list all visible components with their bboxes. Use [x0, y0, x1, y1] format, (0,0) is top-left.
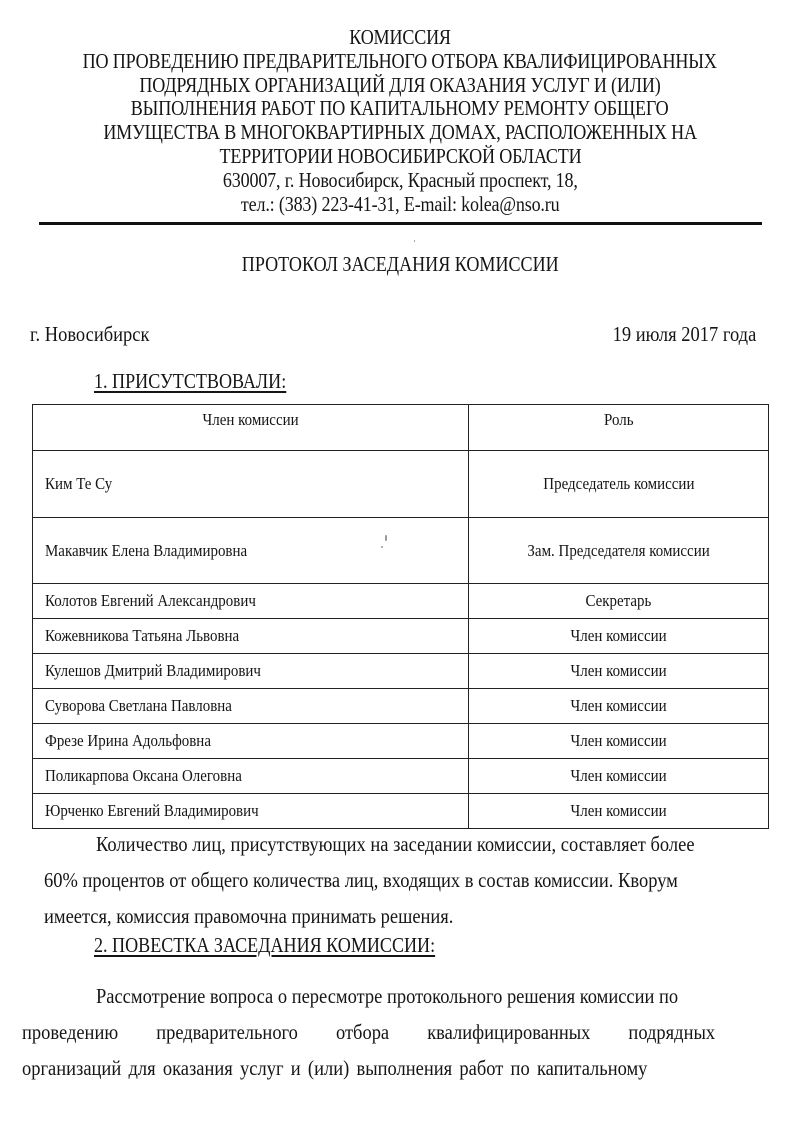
- table-row: [33, 518, 769, 584]
- letterhead: [0, 26, 800, 216]
- member-role: Член комиссии: [469, 724, 769, 759]
- member-name: Юрченко Евгений Владимирович: [33, 794, 469, 829]
- scan-speck: [385, 535, 387, 541]
- quorum-paragraph: [44, 826, 762, 934]
- member-role: Член комиссии: [469, 619, 769, 654]
- member-name: Фрезе Ирина Адольфовна: [33, 724, 469, 759]
- table-row: [33, 584, 769, 619]
- member-role: Председатель комиссии: [469, 451, 769, 518]
- letterhead-line: ПО ПРОВЕДЕНИЮ ПРЕДВАРИТЕЛЬНОГО ОТБОРА КВАЛИФИЦИРОВАННЫХ: [82, 48, 718, 73]
- scan-speck: [381, 546, 383, 548]
- table-row: [33, 689, 769, 724]
- table-row: [33, 619, 769, 654]
- paragraph-line: имеется, комиссия правомочна принимать решения.: [44, 904, 454, 928]
- member-role: Секретарь: [469, 584, 769, 619]
- member-role: Зам. Председателя комиссии: [469, 518, 769, 584]
- table-row: [33, 451, 769, 518]
- letterhead-line: ВЫПОЛНЕНИЯ РАБОТ ПО КАПИТАЛЬНОМУ РЕМОНТУ ОБЩЕГО: [131, 96, 669, 121]
- letterhead-title: КОМИССИЯ: [349, 25, 451, 49]
- member-name: Кулешов Дмитрий Владимирович: [33, 654, 469, 689]
- letterhead-line: ИМУЩЕСТВА В МНОГОКВАРТИРНЫХ ДОМАХ, РАСПОЛОЖЕННЫХ НА: [103, 120, 697, 145]
- member-name: Ким Те Су: [33, 451, 469, 518]
- letterhead-address: 630007, г. Новосибирск, Красный проспект, 18,: [222, 167, 578, 192]
- attendees-table: [32, 404, 769, 829]
- paragraph-line: 60% процентов от общего количества лиц, входящих в состав комиссии. Кворум: [44, 868, 678, 892]
- table-row: [33, 724, 769, 759]
- letterhead-contacts: тел.: (383) 223-41-31, E-mail: kolea@nso.ru: [240, 191, 560, 216]
- letterhead-line: ПОДРЯДНЫХ ОРГАНИЗАЦИЙ ДЛЯ ОКАЗАНИЯ УСЛУГ И (ИЛИ): [139, 72, 661, 97]
- member-role: Член комиссии: [469, 759, 769, 794]
- member-name: Кожевникова Татьяна Львовна: [33, 619, 469, 654]
- member-name: Макавчик Елена Владимировна: [33, 518, 469, 584]
- document-date: 19 июля 2017 года: [612, 322, 756, 346]
- column-header-member: Член комиссии: [33, 405, 469, 451]
- table-row: [33, 794, 769, 829]
- table-header-row: [33, 405, 769, 451]
- section-1-heading: 1. ПРИСУТСТВОВАЛИ:: [94, 369, 287, 393]
- letterhead-divider: [39, 222, 762, 225]
- member-role: Член комиссии: [469, 689, 769, 724]
- scan-speck: [414, 240, 415, 242]
- member-name: Поликарпова Оксана Олеговна: [33, 759, 469, 794]
- member-role: Член комиссии: [469, 794, 769, 829]
- column-header-role: Роль: [469, 405, 769, 451]
- document-title: ПРОТОКОЛ ЗАСЕДАНИЯ КОМИССИИ: [241, 252, 559, 276]
- document-place: г. Новосибирск: [30, 322, 150, 346]
- paragraph-line: Рассмотрение вопроса о пересмотре протокольного решения комиссии по: [96, 984, 679, 1008]
- paragraph-line: проведению предварительного отбора квалифицированных подрядных: [22, 1020, 716, 1044]
- letterhead-line: ТЕРРИТОРИИ НОВОСИБИРСКОЙ ОБЛАСТИ: [218, 143, 582, 168]
- paragraph-line: Количество лиц, присутствующих на заседании комиссии, составляет более: [96, 832, 695, 856]
- table-row: [33, 654, 769, 689]
- member-name: Колотов Евгений Александрович: [33, 584, 469, 619]
- table-row: [33, 759, 769, 794]
- member-name: Суворова Светлана Павловна: [33, 689, 469, 724]
- paragraph-line: организаций для оказания услуг и (или) выполнения работ по капитальному: [22, 1056, 648, 1080]
- member-role: Член комиссии: [469, 654, 769, 689]
- section-2-heading: 2. ПОВЕСТКА ЗАСЕДАНИЯ КОМИССИИ:: [94, 933, 436, 957]
- agenda-paragraph: [22, 978, 762, 1086]
